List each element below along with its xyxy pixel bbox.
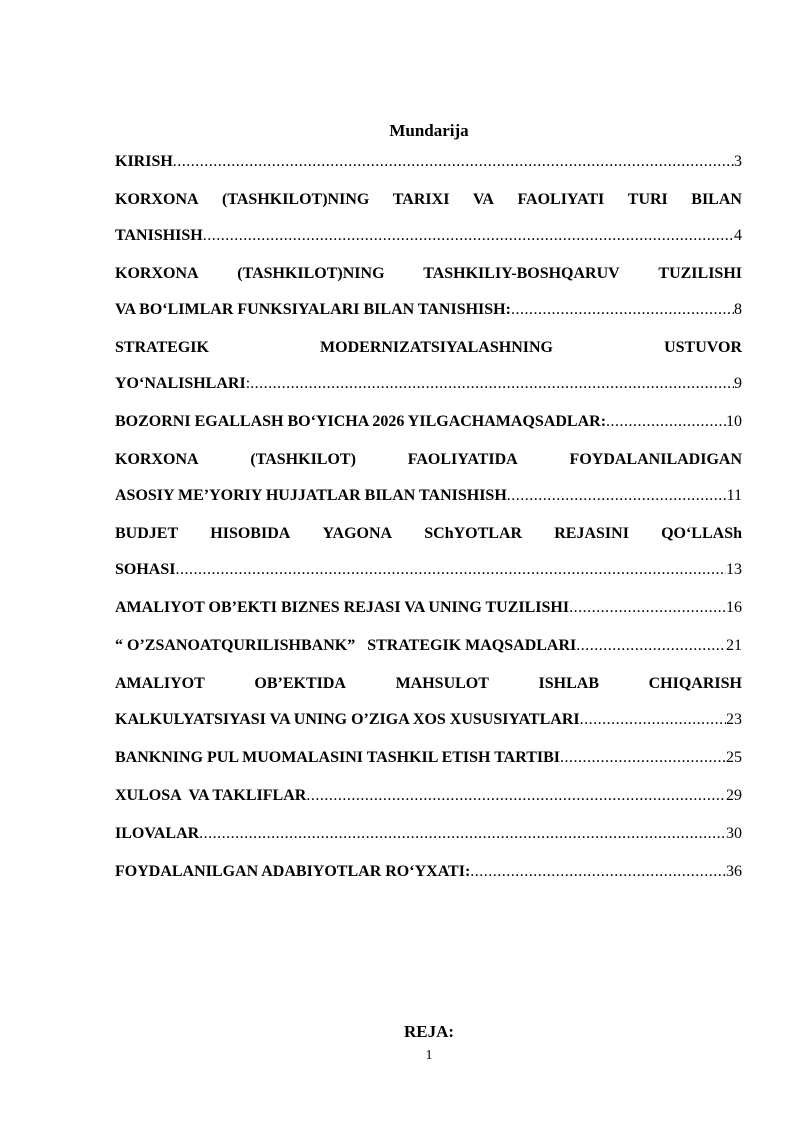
- leader-dots: [560, 740, 726, 776]
- toc-entry-kalkulyatsiya[interactable]: [115, 666, 742, 738]
- entry-title: KIRISH: [115, 153, 173, 170]
- entry-page: 9: [734, 375, 742, 392]
- entry-page: 23: [726, 711, 742, 728]
- leader-dots: [507, 478, 727, 514]
- entry-title: “ O’ZSANOATQURILISHBANK” STRATEGIK MAQSADLARI: [115, 637, 577, 654]
- entry-page: 13: [726, 561, 742, 578]
- toc-entry-ozsanoat[interactable]: [115, 628, 742, 664]
- entry-page: 11: [726, 487, 742, 504]
- leader-dots: [580, 702, 726, 738]
- entry-title-line1: AMALIYOT OB’EKTIDA MAHSULOT ISHLAB CHIQARISH: [115, 675, 742, 692]
- entry-title: BOZORNI EGALLASH BO‘YICHA 2026 YILGACHAMAQSADLAR:: [115, 413, 607, 430]
- leader-dots: [173, 144, 734, 180]
- toc-entry-budjet[interactable]: [115, 516, 742, 588]
- toc-entry-xulosa[interactable]: [115, 778, 742, 814]
- toc-entry-bozorni[interactable]: [115, 404, 742, 440]
- entry-title: BANKNING PUL MUOMALASINI TASHKIL ETISH TARTIBI: [115, 749, 561, 766]
- leader-dots: [606, 404, 726, 440]
- leader-dots: [470, 854, 726, 890]
- leader-dots: [175, 552, 726, 588]
- entry-page: 21: [726, 637, 742, 654]
- toc-entry-kirish[interactable]: [115, 144, 742, 180]
- leader-dots: [203, 218, 734, 254]
- table-of-contents: [115, 144, 742, 890]
- leader-dots: [576, 628, 726, 664]
- entry-title-line2: SOHASI: [115, 561, 176, 578]
- entry-suffix: :: [245, 375, 251, 392]
- entry-title: FOYDALANILGAN ADABIYOTLAR RO‘YXATI:: [115, 863, 471, 880]
- entry-title-line1: KORXONA (TASHKILOT) FAOLIYATIDA FOYDALANILADIGAN: [115, 451, 742, 468]
- entry-page: 25: [726, 749, 742, 766]
- toc-entry-ilovalar[interactable]: [115, 816, 742, 852]
- leader-dots: [306, 778, 726, 814]
- entry-title-line1: STRATEGIK MODERNIZATSIYALASHNING USTUVOR: [115, 339, 742, 356]
- entry-title-line1: BUDJET HISOBIDA YAGONA SChYOTLAR REJASINI QO‘LLASh: [115, 525, 742, 542]
- entry-title-line1: KORXONA (TASHKILOT)NING TARIXI VA FAOLIYATI TURI BILAN: [115, 191, 742, 208]
- entry-page: 10: [726, 413, 742, 430]
- entry-title-line2: YO‘NALISHLARI: [115, 375, 246, 392]
- toc-entry-tarixi[interactable]: [115, 182, 742, 254]
- toc-entry-meyoriy[interactable]: [115, 442, 742, 514]
- entry-title-line2: TANISHISH: [115, 227, 203, 244]
- leader-dots: [569, 590, 726, 626]
- toc-title: Mundarija: [389, 121, 469, 140]
- entry-page: 30: [726, 825, 742, 842]
- toc-entry-tashkiliy[interactable]: [115, 256, 742, 328]
- reja-heading: REJA:: [403, 1022, 455, 1041]
- toc-entry-strategik[interactable]: [115, 330, 742, 402]
- entry-title-line2: ASOSIY ME’YORIY HUJJATLAR BILAN TANISHISH: [115, 487, 507, 504]
- entry-title-line2: KALKULYATSIYASI VA UNING O’ZIGA XOS XUSUSIYATLARI: [115, 711, 580, 728]
- entry-title-line2: VA BO‘LIMLAR FUNKSIYALARI BILAN TANISHISH:: [115, 301, 511, 318]
- entry-title-line1: KORXONA (TASHKILOT)NING TASHKILIY-BOSHQARUV TUZILISHI: [115, 265, 742, 282]
- entry-page: 8: [734, 301, 742, 318]
- entry-title: AMALIYOT OB’EKTI BIZNES REJASI VA UNING TUZILISHI: [115, 599, 570, 616]
- entry-title: XULOSA VA TAKLIFLAR: [115, 787, 307, 804]
- toc-entry-adabiyotlar[interactable]: [115, 854, 742, 890]
- toc-entry-pul-muomalasi[interactable]: [115, 740, 742, 776]
- page-number: 1: [425, 1048, 433, 1063]
- entry-title: ILOVALAR: [115, 825, 200, 842]
- leader-dots: [250, 366, 734, 402]
- leader-dots: [511, 292, 734, 328]
- entry-page: 4: [734, 227, 742, 244]
- entry-page: 16: [726, 599, 742, 616]
- leader-dots: [199, 816, 726, 852]
- entry-page: 29: [726, 787, 742, 804]
- toc-entry-biznes-reja[interactable]: [115, 590, 742, 626]
- entry-page: 36: [726, 863, 742, 880]
- entry-page: 3: [734, 153, 742, 170]
